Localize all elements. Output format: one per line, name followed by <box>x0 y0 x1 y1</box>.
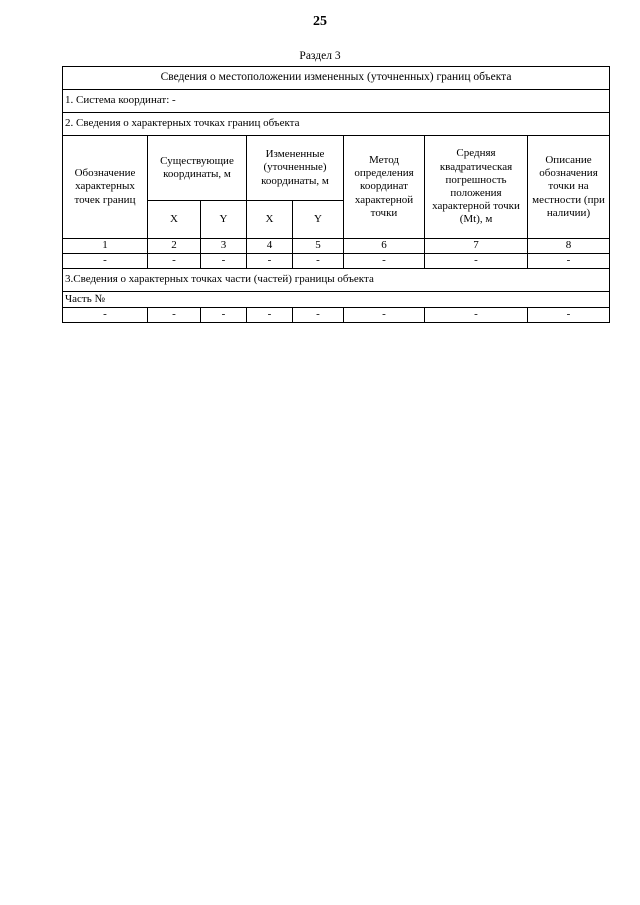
section-label: Раздел 3 <box>299 50 341 62</box>
column-number: 2 <box>148 239 201 254</box>
header-description: Описание обозначения точки на местности (при наличии) <box>528 136 610 239</box>
column-number: 7 <box>425 239 528 254</box>
table-cell: - <box>63 308 148 323</box>
column-number: 3 <box>201 239 247 254</box>
header-existing-coordinates: Существующие координаты, м <box>148 136 247 201</box>
header-changed-coordinates: Измененные (уточненные) координаты, м <box>247 136 344 201</box>
table-cell: - <box>63 254 148 269</box>
table-cell: - <box>293 308 344 323</box>
table-cell: - <box>148 308 201 323</box>
column-numbers-row <box>63 239 610 254</box>
coordinate-system-row: 1. Система координат: - <box>63 90 610 113</box>
table-cell: - <box>528 308 610 323</box>
column-number: 8 <box>528 239 610 254</box>
page-number: 25 <box>313 14 327 29</box>
part-heading-row: 3.Сведения о характерных точках части (частей) границы объекта <box>63 269 610 292</box>
header-designation: Обозначение характерных точек границ <box>63 136 148 239</box>
table-cell: - <box>344 254 425 269</box>
points-heading-row: 2. Сведения о характерных точках границ объекта <box>63 113 610 136</box>
table-row <box>63 254 610 269</box>
table-cell: - <box>425 254 528 269</box>
boundary-points-table <box>62 66 610 323</box>
header-x-existing: X <box>148 201 201 239</box>
table-cell: - <box>201 254 247 269</box>
table-row <box>63 308 610 323</box>
table-cell: - <box>247 308 293 323</box>
header-x-changed: X <box>247 201 293 239</box>
table-title: Сведения о местоположении измененных (уточненных) границ объекта <box>63 67 610 90</box>
table-cell: - <box>528 254 610 269</box>
column-number: 6 <box>344 239 425 254</box>
header-mean-error: Средняя квадратическая погрешность положения характерной точки (Mt), м <box>425 136 528 239</box>
header-method: Метод определения координат характерной точки <box>344 136 425 239</box>
table-cell: - <box>425 308 528 323</box>
part-label-row: Часть № <box>63 292 610 308</box>
table-cell: - <box>148 254 201 269</box>
column-number: 4 <box>247 239 293 254</box>
table-cell: - <box>344 308 425 323</box>
table-cell: - <box>247 254 293 269</box>
header-y-existing: Y <box>201 201 247 239</box>
column-number: 1 <box>63 239 148 254</box>
table-cell: - <box>201 308 247 323</box>
header-y-changed: Y <box>293 201 344 239</box>
column-number: 5 <box>293 239 344 254</box>
table-cell: - <box>293 254 344 269</box>
